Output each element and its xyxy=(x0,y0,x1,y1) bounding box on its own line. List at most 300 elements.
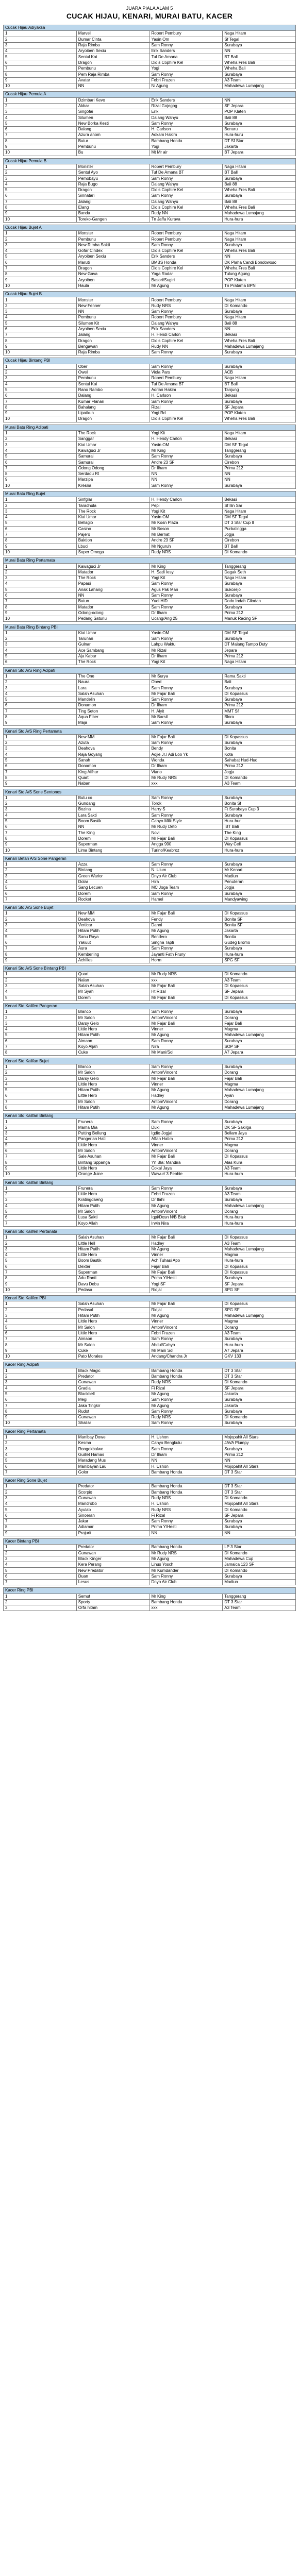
owner-cell: Mr Fajar Bali xyxy=(150,1154,223,1160)
rank-cell: 1 xyxy=(4,1301,77,1307)
table-row xyxy=(4,549,296,555)
table-row xyxy=(4,752,296,757)
rank-cell: 4 xyxy=(4,1081,77,1087)
table-row xyxy=(4,1105,296,1110)
rank-cell: 8 xyxy=(4,1160,77,1165)
rank-cell: 3 xyxy=(4,1495,77,1501)
rank-cell: 3 xyxy=(4,1131,77,1137)
table-row xyxy=(4,1281,296,1287)
section-title: Kacer Ring PBI xyxy=(4,1588,296,1594)
rank-cell: 1 xyxy=(4,734,77,740)
section-title: Kenari Std Kalifan Bintang xyxy=(4,1180,296,1185)
bird-name-cell: Samurai xyxy=(76,460,150,465)
bird-name-cell: Matador xyxy=(76,604,150,610)
team-cell: Jepara xyxy=(223,648,296,653)
bird-name-cell: Monster xyxy=(76,231,150,236)
results-table xyxy=(3,91,296,156)
rank-cell: 1 xyxy=(4,972,77,977)
owner-cell: Ni Agung xyxy=(150,83,223,89)
team-cell: Wheha Fres Bali xyxy=(223,248,296,253)
team-cell: Mojopahit All Stars xyxy=(223,1501,296,1507)
team-cell: The King xyxy=(223,830,296,836)
bird-name-cell: NN xyxy=(76,592,150,598)
rank-cell: 8 xyxy=(4,205,77,210)
table-row xyxy=(4,1599,296,1605)
rank-cell: 7 xyxy=(4,465,77,471)
team-cell: Mahadewa Lumajang xyxy=(223,83,296,89)
bird-name-cell: Kesma xyxy=(76,1440,150,1446)
bird-name-cell: Taradhula xyxy=(76,503,150,509)
section-title: Kenari Std A/S Ring Pertamata xyxy=(4,728,296,734)
bird-name-cell: Doremi xyxy=(76,836,150,841)
team-cell: MMT Sf xyxy=(223,708,296,714)
rank-cell: 4 xyxy=(4,1026,77,1032)
results-section xyxy=(3,965,296,1001)
team-cell: Naga Hitam xyxy=(223,315,296,320)
table-row xyxy=(4,399,296,404)
rank-cell: 2 xyxy=(4,303,77,309)
bird-name-cell: Kawaguci Jr xyxy=(76,564,150,569)
bird-name-cell: Pajero xyxy=(76,532,150,537)
bird-name-cell: Little Hero xyxy=(76,1252,150,1258)
rank-cell: 4 xyxy=(4,448,77,453)
owner-cell: Yasin Om xyxy=(150,37,223,42)
table-row xyxy=(4,836,296,841)
rank-cell: 10 xyxy=(4,848,77,853)
rank-cell: 9 xyxy=(4,211,77,216)
bird-name-cell: Orange Juice xyxy=(76,1172,150,1177)
table-row xyxy=(4,734,296,740)
team-cell: Surabaya xyxy=(223,1185,296,1191)
rank-cell: 3 xyxy=(4,642,77,648)
owner-cell: Bambang Honda xyxy=(150,1489,223,1495)
table-row xyxy=(4,150,296,156)
results-section xyxy=(3,1295,296,1360)
owner-cell: Sam Ronny xyxy=(150,483,223,488)
team-cell: Bonita xyxy=(223,746,296,752)
rank-cell: 6 xyxy=(4,1464,77,1469)
table-row xyxy=(4,604,296,610)
team-cell: Ft Surabaya Cup 3 xyxy=(223,807,296,812)
team-cell: Surabaya xyxy=(223,720,296,726)
table-row xyxy=(4,526,296,532)
team-cell: Tanjung xyxy=(223,387,296,393)
table-row xyxy=(4,1397,296,1403)
table-row xyxy=(4,995,296,1001)
bird-name-cell: Mr Salon xyxy=(76,1070,150,1076)
team-cell: Dorang xyxy=(223,1015,296,1021)
table-row xyxy=(4,60,296,65)
team-cell: Mojopahit All Stars xyxy=(223,1434,296,1440)
owner-cell: Yogi Rd xyxy=(150,411,223,416)
results-table xyxy=(3,1538,296,1585)
table-row xyxy=(4,1313,296,1318)
bird-name-cell: Papasi xyxy=(76,581,150,587)
section-title: Kenari Std Kalifen Pangeran xyxy=(4,1003,296,1009)
owner-cell: Anton/Vincent xyxy=(150,1015,223,1021)
owner-cell: Ht Rizal xyxy=(150,989,223,995)
owner-cell: H. Ushon xyxy=(150,1464,223,1469)
bird-name-cell: Maruti xyxy=(76,260,150,265)
table-row xyxy=(4,332,296,338)
bird-name-cell: Gunawan xyxy=(76,1380,150,1385)
table-row xyxy=(4,176,296,181)
owner-cell: Dalang Wahyu xyxy=(150,181,223,187)
bird-name-cell: Manibayan Lau xyxy=(76,1464,150,1469)
owner-cell: Erik Sanders xyxy=(150,48,223,54)
team-cell: Surabaya xyxy=(223,685,296,691)
team-cell: DI Kopassus xyxy=(223,1264,296,1269)
table-row xyxy=(4,272,296,277)
section-title: Kenari Std A/S Sone Bujet xyxy=(4,905,296,911)
owner-cell: Yogi Kit xyxy=(150,509,223,514)
table-row xyxy=(4,1594,296,1599)
owner-cell: Sam Ronny xyxy=(150,604,223,610)
team-cell: Wheha Fres Bali xyxy=(223,265,296,271)
rank-cell: 1 xyxy=(4,1064,77,1070)
owner-cell: Anton/Vincent xyxy=(150,1325,223,1330)
team-cell: A7 Jepara xyxy=(223,1348,296,1353)
bird-name-cell: Lipatkun xyxy=(76,411,150,416)
rank-cell: 4 xyxy=(4,879,77,885)
bird-name-cell: Pedang Saturiu xyxy=(76,616,150,622)
owner-cell: Dr Ilham xyxy=(150,465,223,471)
bird-name-cell: Aryoiben Sexiu xyxy=(76,48,150,54)
results-table xyxy=(3,291,296,355)
owner-cell: H. Hendi Carlon xyxy=(150,332,223,338)
bird-name-cell: Aryoiben Sexiu xyxy=(76,254,150,260)
team-cell: Surabaya xyxy=(223,1064,296,1070)
section-title: Cucak Hijau Bujet B xyxy=(4,292,296,297)
owner-cell: Tuf De Amana xyxy=(150,54,223,60)
rank-cell: 6 xyxy=(4,1148,77,1154)
owner-cell: Dr Ilham xyxy=(150,610,223,616)
team-cell: DI Kopassus xyxy=(223,995,296,1001)
team-cell: DI Komando xyxy=(223,775,296,781)
team-cell: Mahadewa Lumajang xyxy=(223,344,296,349)
owner-cell: Mr Fajar Bali xyxy=(150,995,223,1001)
owner-cell: H. Sadi Iesyi xyxy=(150,569,223,575)
rank-cell: 5 xyxy=(4,1568,77,1573)
bird-name-cell: Sporty xyxy=(76,1599,150,1605)
team-cell: Surabaya xyxy=(223,1446,296,1452)
team-cell: BT Ball xyxy=(223,170,296,176)
owner-cell: Mr Fajar Bali xyxy=(150,1076,223,1081)
table-row xyxy=(4,873,296,879)
owner-cell: Mr Agung xyxy=(150,928,223,934)
rank-cell: 7 xyxy=(4,66,77,72)
table-row xyxy=(4,1568,296,1573)
table-row xyxy=(4,448,296,453)
table-row xyxy=(4,659,296,665)
rank-cell: 2 xyxy=(4,1192,77,1197)
section-title-row xyxy=(4,856,296,861)
table-row xyxy=(4,1562,296,1568)
bird-name-cell: Mandrobo xyxy=(76,1501,150,1507)
rank-cell: 3 xyxy=(4,176,77,181)
table-row xyxy=(4,1434,296,1440)
team-cell: Surabaya xyxy=(223,812,296,818)
team-cell: IBT Bali xyxy=(223,824,296,830)
rank-cell: 9 xyxy=(4,1165,77,1171)
owner-cell: Fendy xyxy=(150,917,223,922)
rank-cell: 7 xyxy=(4,896,77,902)
bird-name-cell: Scorpio xyxy=(76,1489,150,1495)
bird-name-cell: Dragon xyxy=(76,60,150,65)
owner-cell: Didis Cophire Kel xyxy=(150,265,223,271)
team-cell: Surabaya xyxy=(223,309,296,314)
owner-cell: Sam Ronny xyxy=(150,946,223,952)
rank-cell: 1 xyxy=(4,97,77,103)
table-row xyxy=(4,103,296,109)
rank-cell: 2 xyxy=(4,977,77,983)
rank-cell: 10 xyxy=(4,1420,77,1426)
bird-name-cell: Putting Bellung xyxy=(76,1131,150,1137)
rank-cell: 9 xyxy=(4,1414,77,1420)
owner-cell: Febri Fruzen xyxy=(150,77,223,83)
team-cell: Kota xyxy=(223,752,296,757)
owner-cell: Danni xyxy=(150,922,223,928)
table-row xyxy=(4,344,296,349)
rank-cell: 5 xyxy=(4,587,77,592)
team-cell: POP Klaten xyxy=(223,109,296,115)
section-title: Kenari Std Kalifen PBI xyxy=(4,1296,296,1301)
rank-cell: 9 xyxy=(4,842,77,848)
owner-cell: H. Ushon xyxy=(150,1501,223,1507)
owner-cell: Sam Ronny xyxy=(150,861,223,867)
team-cell: Surabaya xyxy=(223,242,296,248)
owner-cell: Adkam Hakim xyxy=(150,132,223,138)
table-row xyxy=(4,1142,296,1148)
results-section xyxy=(3,789,296,853)
owner-cell: Yoga Radar xyxy=(150,272,223,277)
table-row xyxy=(4,199,296,205)
rank-cell: 6 xyxy=(4,460,77,465)
table-row xyxy=(4,630,296,636)
table-row xyxy=(4,381,296,387)
table-row xyxy=(4,260,296,265)
rank-cell: 1 xyxy=(4,497,77,503)
owner-cell: BMBS Honda xyxy=(150,260,223,265)
rank-cell: 3 xyxy=(4,746,77,752)
rank-cell: 3 xyxy=(4,1246,77,1252)
table-row xyxy=(4,868,296,873)
team-cell: GKV 133 xyxy=(223,1354,296,1360)
team-cell: SPG SF xyxy=(223,1307,296,1313)
team-cell: Bali xyxy=(223,680,296,685)
bird-name-cell: Silumen xyxy=(76,115,150,121)
rank-cell: 3 xyxy=(4,1197,77,1203)
results-section xyxy=(3,1362,296,1426)
section-title: Kenari Std Kalifan Bujet xyxy=(4,1058,296,1064)
rank-cell: 7 xyxy=(4,1336,77,1342)
bird-name-cell: Ober xyxy=(76,364,150,369)
table-row xyxy=(4,164,296,170)
table-row xyxy=(4,917,296,922)
rank-cell: 1 xyxy=(4,1119,77,1125)
owner-cell: Mr Rudy NRS xyxy=(150,1550,223,1556)
owner-cell: Mr Agung xyxy=(150,283,223,289)
owner-cell: Hadley xyxy=(150,1241,223,1246)
rank-cell: 6 xyxy=(4,592,77,598)
rank-cell: 3 xyxy=(4,873,77,879)
rank-cell: 3 xyxy=(4,109,77,115)
team-cell: DT 3 Star xyxy=(223,1368,296,1374)
rank-cell: 5 xyxy=(4,387,77,393)
section-title: Cucak Hijau Pemula A xyxy=(4,92,296,97)
team-cell: Tanggerang xyxy=(223,1594,296,1599)
team-cell: Benuru xyxy=(223,127,296,132)
team-cell: DM SF Tegal xyxy=(223,630,296,636)
team-cell: Surabaya xyxy=(223,795,296,801)
table-row xyxy=(4,861,296,867)
team-cell: Naga Hitam xyxy=(223,164,296,170)
rank-cell: 4 xyxy=(4,648,77,653)
bird-name-cell: Pedasal xyxy=(76,1307,150,1313)
team-cell: BT Ball xyxy=(223,544,296,549)
bird-name-cell: Gofar Cindex xyxy=(76,248,150,253)
owner-cell: Obed xyxy=(150,680,223,685)
rank-cell: 2 xyxy=(4,1550,77,1556)
team-cell: Sahabat Hud-Hud xyxy=(223,757,296,763)
owner-cell: Sam Ronny xyxy=(150,891,223,896)
team-cell: Bekasi xyxy=(223,436,296,442)
owner-cell: Sam Ronny xyxy=(150,697,223,702)
table-row xyxy=(4,1464,296,1469)
team-cell: NN xyxy=(223,326,296,332)
bird-name-cell: Butun xyxy=(76,599,150,604)
rank-cell: 1 xyxy=(4,1235,77,1241)
section-title-row xyxy=(4,789,296,795)
team-cell: DT 3 Star Cup II xyxy=(223,520,296,526)
results-section xyxy=(3,1229,296,1293)
rank-cell: 8 xyxy=(4,272,77,277)
bird-name-cell: Ace Sambang xyxy=(76,648,150,653)
rank-cell: 9 xyxy=(4,411,77,416)
owner-cell: Cahyo Bengkulu xyxy=(150,1440,223,1446)
team-cell: NN xyxy=(223,48,296,54)
section-title: Cucak Hijau Bintang PBI xyxy=(4,358,296,364)
table-row xyxy=(4,338,296,344)
bird-name-cell: Dalang xyxy=(76,127,150,132)
rank-cell: 8 xyxy=(4,338,77,344)
team-cell: Tanggerang xyxy=(223,448,296,453)
table-row xyxy=(4,1099,296,1105)
bird-name-cell: Boom Bastik xyxy=(76,818,150,824)
team-cell: Hura-hura xyxy=(223,848,296,853)
team-cell: Magma xyxy=(223,1081,296,1087)
rank-cell: 4 xyxy=(4,812,77,818)
bird-name-cell: Rocket xyxy=(76,896,150,902)
owner-cell: Sam Ronny xyxy=(150,1420,223,1426)
results-section xyxy=(3,1538,296,1585)
bird-name-cell: Dragon xyxy=(76,265,150,271)
team-cell: Surabaya xyxy=(223,350,296,355)
bird-name-cell: Little Hero xyxy=(76,1026,150,1032)
table-row xyxy=(4,454,296,460)
rank-cell: 4 xyxy=(4,1562,77,1568)
owner-cell: Rudy NRS xyxy=(150,1380,223,1385)
results-section xyxy=(3,667,296,726)
bird-name-cell: Sinfglar xyxy=(76,497,150,503)
team-cell: Surabaya xyxy=(223,1009,296,1015)
table-row xyxy=(4,236,296,242)
table-row xyxy=(4,1307,296,1313)
table-row xyxy=(4,842,296,848)
owner-cell: Sam Ronny xyxy=(150,309,223,314)
owner-cell: Yogi Kit xyxy=(150,575,223,581)
rank-cell: 9 xyxy=(4,144,77,149)
table-row xyxy=(4,315,296,320)
bird-name-cell: Naura xyxy=(76,680,150,685)
team-cell: Dagak Seth xyxy=(223,569,296,575)
rank-cell: 6 xyxy=(4,260,77,265)
rank-cell: 8 xyxy=(4,471,77,477)
owner-cell: xxx xyxy=(150,1605,223,1611)
section-title-row xyxy=(4,1478,296,1483)
table-row xyxy=(4,1050,296,1056)
owner-cell: Sam Ronny xyxy=(150,364,223,369)
table-row xyxy=(4,411,296,416)
section-title-row xyxy=(4,1180,296,1185)
team-cell: Surabaya xyxy=(223,176,296,181)
bird-name-cell: Serdadu Rt xyxy=(76,471,150,477)
table-row xyxy=(4,515,296,520)
bird-name-cell: Deahova xyxy=(76,917,150,922)
rank-cell: 2 xyxy=(4,236,77,242)
page-subtitle: JUARA PIALA ALAM 5 xyxy=(126,6,173,11)
owner-cell: Ridjal xyxy=(150,1307,223,1313)
rank-cell: 6 xyxy=(4,1038,77,1044)
team-cell: POP Klaten xyxy=(223,277,296,283)
team-cell: Magma xyxy=(223,1142,296,1148)
owner-cell: Sam Ronny xyxy=(150,795,223,801)
bird-name-cell: Akbar xyxy=(76,103,150,109)
section-title-row xyxy=(4,668,296,673)
rank-cell: 5 xyxy=(4,757,77,763)
owner-cell: Mr Fajar Bali xyxy=(150,983,223,989)
table-row xyxy=(4,911,296,917)
owner-cell: Sam Ronny xyxy=(150,176,223,181)
owner-cell: Sam Ronny xyxy=(150,121,223,126)
team-cell: Gudeg Bromo xyxy=(223,940,296,945)
table-row xyxy=(4,364,296,369)
bird-name-cell: Gradia xyxy=(76,1385,150,1391)
owner-cell: Yogi Kit xyxy=(150,430,223,436)
rank-cell: 3 xyxy=(4,1021,77,1026)
team-cell: Bekasi xyxy=(223,393,296,399)
owner-cell: Sam Ronny xyxy=(150,685,223,691)
section-title-row xyxy=(4,1538,296,1544)
rank-cell: 6 xyxy=(4,393,77,399)
bird-name-cell: Gunawan xyxy=(76,1495,150,1501)
table-row xyxy=(4,1573,296,1579)
team-cell: Jamaica 123 SF xyxy=(223,1562,296,1568)
bird-name-cell: Rudot xyxy=(76,1409,150,1414)
table-row xyxy=(4,697,296,702)
bird-name-cell: Raja Bugo xyxy=(76,181,150,187)
rank-cell: 7 xyxy=(4,830,77,836)
rank-cell: 2 xyxy=(4,636,77,641)
owner-cell: Anton/Vincent xyxy=(150,1070,223,1076)
bird-name-cell: Lara Sakti xyxy=(76,812,150,818)
owner-cell: Mr Rudy NRS xyxy=(150,775,223,781)
team-cell: DI Komando xyxy=(223,549,296,555)
rank-cell: 1 xyxy=(4,297,77,303)
table-row xyxy=(4,1185,296,1191)
rank-cell: 9 xyxy=(4,610,77,616)
rank-cell: 8 xyxy=(4,836,77,841)
